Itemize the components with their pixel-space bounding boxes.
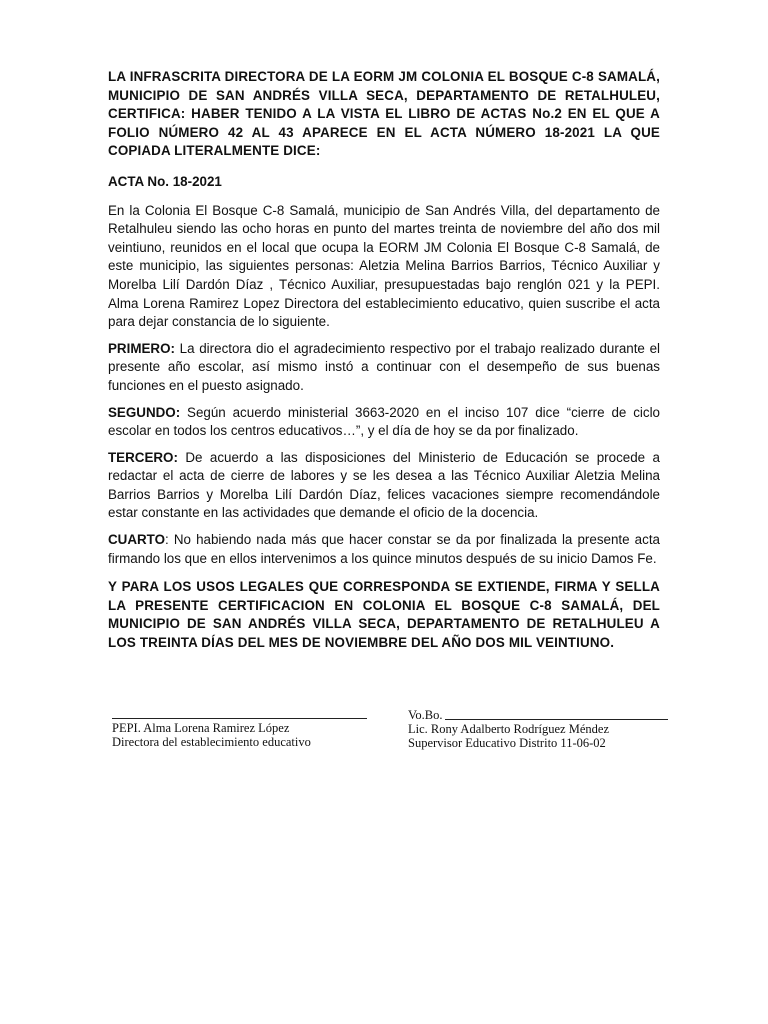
supervisor-role: Supervisor Educativo Distrito 11-06-02: [408, 736, 606, 750]
intro-paragraph: En la Colonia El Bosque C-8 Samalá, municipio de San Andrés Villa, del departamento de Retalhuleu siendo las ocho horas en punto del martes treinta de noviembre del año dos mil veintiuno, reunidos en el local que ocupa la EORM JM Colonia El Bosque C-8 Samalá, de este municipio, las siguientes personas: Aletzia Melina Barrios Barrios, Técnico Auxiliar y Morelba Lilí Dardón Díaz , Técnico Auxiliar, presupuestadas bajo renglón 021 y la PEPI. Alma Lorena Ramirez Lopez Directora del establecimiento educativo, quien suscribe el acta para dejar constancia de lo siguiente.: [108, 202, 660, 330]
point-text: Según acuerdo ministerial 3663-2020 en el inciso 107 dice “cierre de ciclo escolar en todos los centros educativos…”, y el día de hoy se da por finalizado.: [108, 404, 660, 439]
certificate-heading: LA INFRASCRITA DIRECTORA DE LA EORM JM COLONIA EL BOSQUE C-8 SAMALÁ, MUNICIPIO DE SAN ANDRÉS VILLA SECA, DEPARTAMENTO DE RETALHULEU, CERTIFICA: HABER TENIDO A LA VISTA EL LIBRO DE ACTAS No.2 EN EL QUE A FOLIO NÚMERO 42 AL 43 APARECE EN EL ACTA NÚMERO 18-2021 LA QUE COPIADA LITERALMENTE DICE:: [108, 69, 660, 159]
point-label: PRIMERO:: [108, 340, 175, 356]
supervisor-name: Lic. Rony Adalberto Rodríguez Méndez: [408, 722, 609, 736]
point-text: La directora dio el agradecimiento respectivo por el trabajo realizado durante el presente año escolar, así mismo instó a continuar con el desempeño de sus buenas funciones en el puesto asignado.: [108, 340, 660, 393]
signature-director: [112, 708, 367, 749]
point-label: SEGUNDO:: [108, 404, 181, 420]
point-primero: [108, 340, 660, 396]
closing-statement: Y PARA LOS USOS LEGALES QUE CORRESPONDA SE EXTIENDE, FIRMA Y SELLA LA PRESENTE CERTIFICACION EN COLONIA EL BOSQUE C-8 SAMALÁ, DEL MUNICIPIO DE SAN ANDRÉS VILLA SECA, DEPARTAMENTO DE RETALHULEU A LOS TREINTA DÍAS DEL MES DE NOVIEMBRE DEL AÑO DOS MIL VEINTIUNO.: [108, 579, 660, 651]
director-role: Directora del establecimiento educativo: [112, 735, 311, 749]
point-text: De acuerdo a las disposiciones del Ministerio de Educación se procede a redactar el acta de cierre de labores y se les desea a las Técnico Auxiliar Aletzia Melina Barrios Barrios y Morelba Lilí Dardón Díaz, felices vacaciones siempre recomendándole estar constante en las actividades que demande el oficio de la docencia.: [108, 449, 660, 521]
signature-supervisor: [408, 708, 668, 750]
point-label: CUARTO: [108, 532, 166, 548]
acta-number: ACTA No. 18-2021: [108, 173, 222, 189]
point-tercero: [108, 449, 660, 523]
vobo-row: [408, 708, 668, 722]
director-name: PEPI. Alma Lorena Ramirez López: [112, 721, 290, 735]
point-text: : No habiendo nada más que hacer constar se da por finalizada la presente acta firmando los que en ellos intervenimos a los quince minutos después de su inicio Damos Fe.: [108, 532, 660, 566]
point-cuarto: [108, 531, 660, 568]
vobo-label: Vo.Bo.: [408, 708, 443, 722]
point-segundo: [108, 404, 660, 441]
point-label: TERCERO:: [108, 449, 178, 465]
certificate-document: [108, 68, 660, 653]
signature-line: [112, 708, 367, 719]
signature-line: [445, 709, 668, 720]
